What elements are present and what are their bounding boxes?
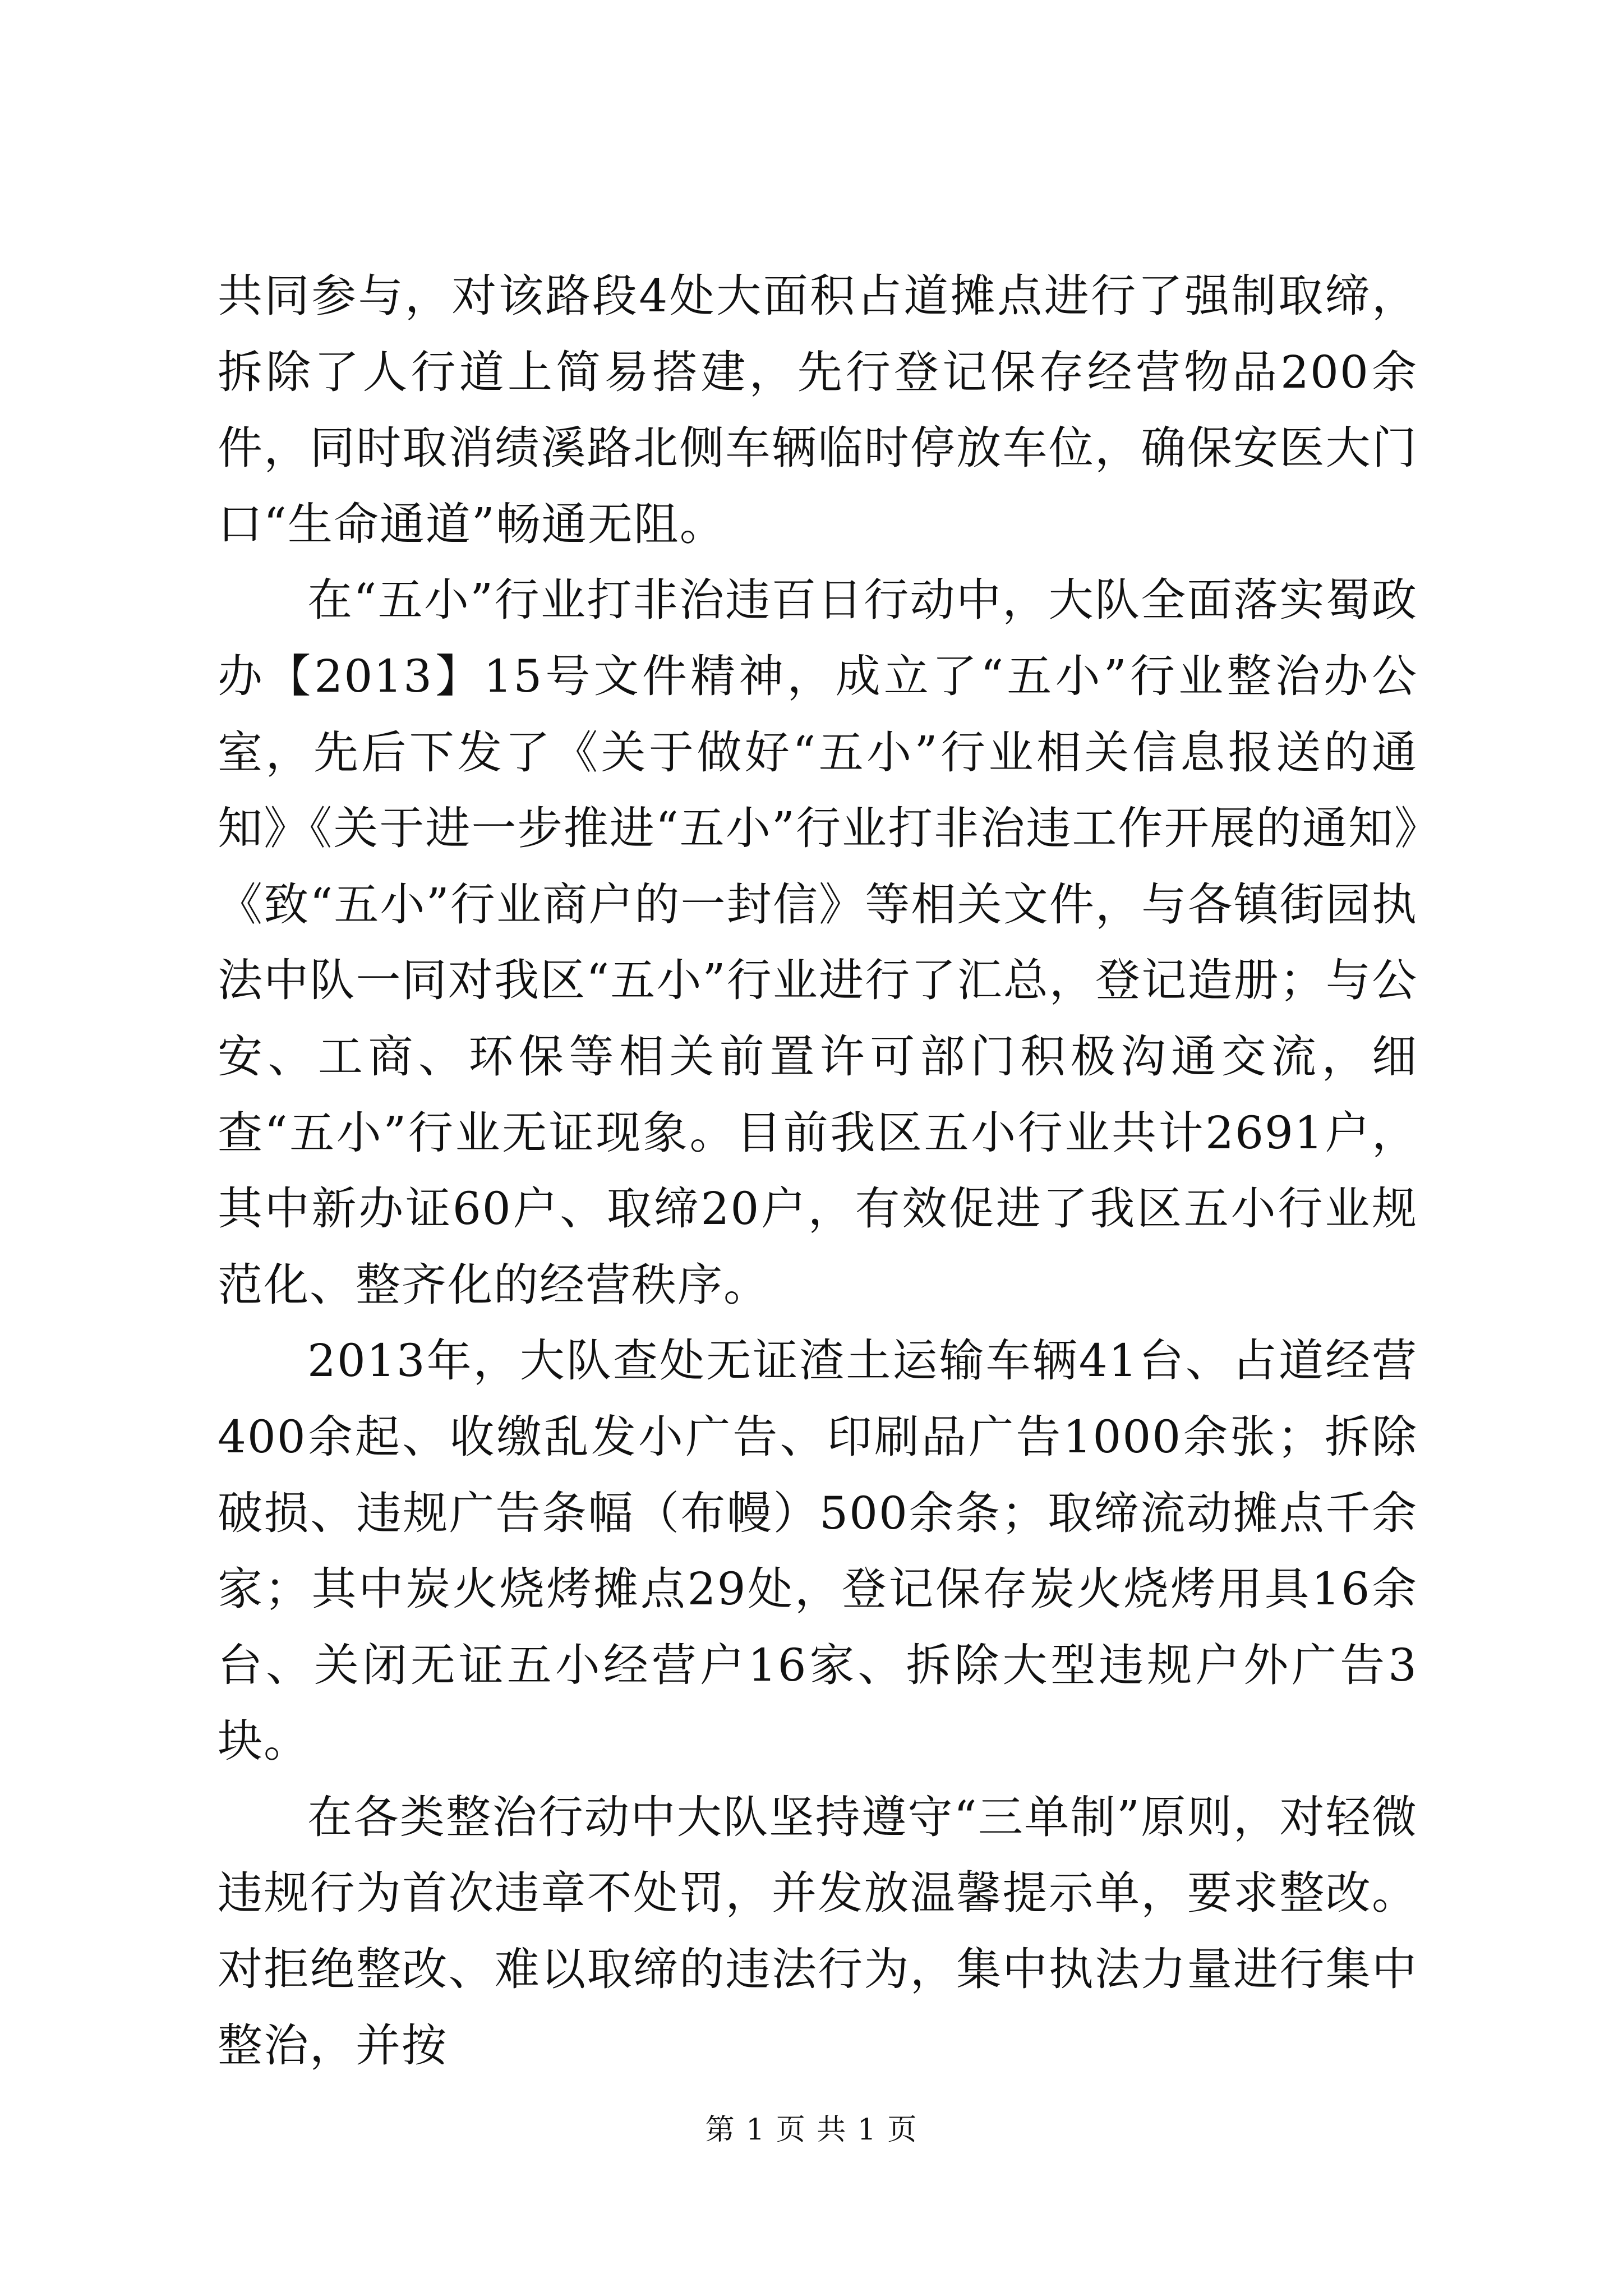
paragraph-2: 在“五小”行业打非治违百日行动中，大队全面落实蜀政办【2013】15号文件精神，成立了“五小”行业整治办公室，先后下发了《关于做好“五小”行业相关信息报送的通知》《关于进一步推进“五小”行业打非治违工作开展的通知》《致“五小”行业商户的一封信》等相关文件，与各镇街园执法中队一同对我区“五小”行业进行了汇总，登记造册；与公安、工商、环保等相关前置许可部门积极沟通交流，细查“五小”行业无证现象。目前我区五小行业共计2691户，其中新办证60户、取缔20户，有效促进了我区五小行业规范化、整齐化的经营秩序。 bbox=[218, 574, 1418, 1311]
document-body bbox=[218, 258, 1418, 2083]
paragraph-3: 2013年，大队查处无证渣土运输车辆41台、占道经营400余起、收缴乱发小广告、印刷品广告1000余张；拆除破损、违规广告条幅（布幔）500余条；取缔流动摊点千余家；其中炭火烧烤摊点29处，登记保存炭火烧烤用具16余台、关闭无证五小经营户16家、拆除大型违规户外广告3块。 bbox=[218, 1335, 1418, 1768]
paragraph-1: 共同参与，对该路段4处大面积占道摊点进行了强制取缔，拆除了人行道上简易搭建，先行登记保存经营物品200余件，同时取消绩溪路北侧车辆临时停放车位，确保安医大门口“生命通道”畅通无阻。 bbox=[218, 270, 1418, 550]
paragraph-4: 在各类整治行动中大队坚持遵守“三单制”原则，对轻微违规行为首次违章不处罚，并发放温馨提示单，要求整改。对拒绝整改、难以取缔的违法行为，集中执法力量进行集中整治，并按 bbox=[218, 1791, 1418, 2072]
page-footer: 第 1 页 共 1 页 bbox=[705, 2113, 918, 2147]
